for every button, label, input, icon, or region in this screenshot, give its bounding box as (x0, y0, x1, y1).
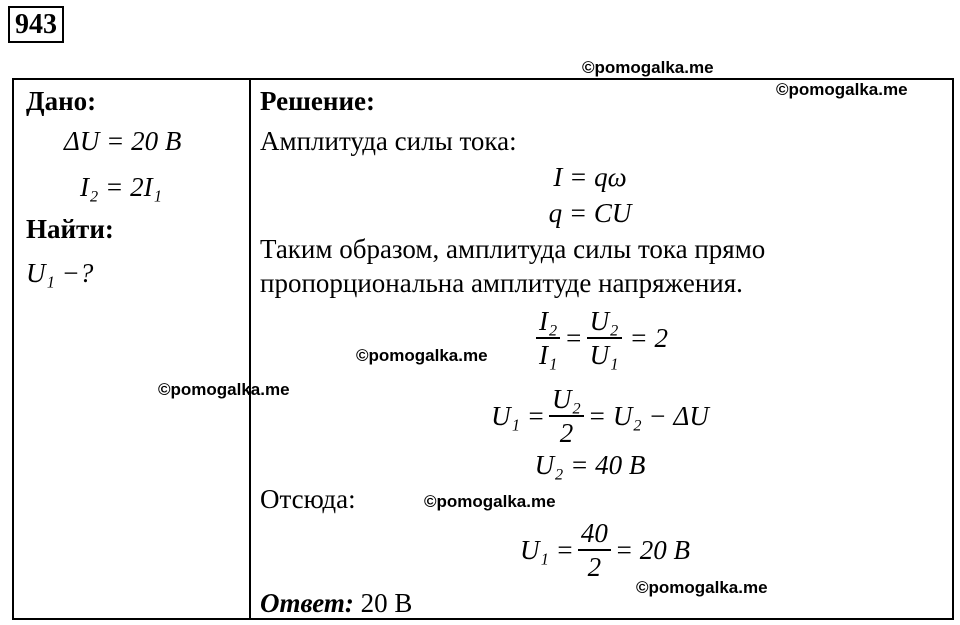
ratio-fraction-1 (536, 305, 560, 371)
solution-text-2: пропорциональна амплитуде напряжения. (260, 268, 743, 298)
answer-label: Ответ: (260, 588, 354, 618)
solution-text-1: Таким образом, амплитуда силы тока прямо (260, 234, 766, 264)
given-line-1: ΔU = 20 В (64, 126, 182, 156)
answer-value: 20 В (360, 588, 413, 618)
watermark: ©pomogalka.me (158, 380, 290, 399)
fraction-numerator: U₂ (587, 305, 622, 339)
equation-current: I = qω (553, 162, 627, 192)
ratio-fraction-2 (587, 305, 622, 371)
u1-equation (440, 380, 760, 452)
given-line-2: I₂ = 2I₁ (80, 172, 162, 202)
u1-rhs: = U₂ − ΔU (587, 401, 709, 431)
answer-line (260, 586, 412, 620)
fraction-denominator: I₁ (539, 340, 558, 370)
final-equation (460, 514, 750, 586)
final-lhs: U₁ = (519, 535, 574, 565)
final-rhs: = 20 В (614, 535, 691, 565)
watermark: ©pomogalka.me (582, 58, 714, 77)
find-value: U₁ −? (26, 258, 94, 288)
equals-sign: = (564, 323, 583, 353)
fraction-numerator: U₂ (549, 383, 584, 417)
u1-fraction (549, 383, 584, 449)
solution-intro: Амплитуда силы тока: (260, 126, 517, 156)
ratio-equation (500, 302, 700, 374)
fraction-numerator: 40 (578, 517, 611, 551)
equation-charge: q = CU (548, 198, 632, 228)
find-heading: Найти: (26, 214, 114, 244)
watermark: ©pomogalka.me (356, 346, 488, 365)
fraction-numerator: I₂ (536, 305, 560, 339)
given-heading: Дано: (26, 86, 97, 116)
watermark: ©pomogalka.me (776, 80, 908, 99)
fraction-denominator: 2 (587, 552, 602, 582)
watermark: ©pomogalka.me (636, 578, 768, 597)
ratio-result: = 2 (629, 323, 668, 353)
final-fraction (578, 517, 611, 583)
column-divider (249, 78, 251, 620)
problem-number: 943 (8, 6, 64, 43)
fraction-denominator: U₁ (589, 340, 619, 370)
u1-lhs: U₁ = (491, 401, 546, 431)
u2-equation: U₂ = 40 В (534, 450, 646, 480)
hence-label: Отсюда: (260, 484, 356, 514)
watermark: ©pomogalka.me (424, 492, 556, 511)
solution-heading: Решение: (260, 86, 375, 116)
fraction-denominator: 2 (559, 418, 574, 448)
